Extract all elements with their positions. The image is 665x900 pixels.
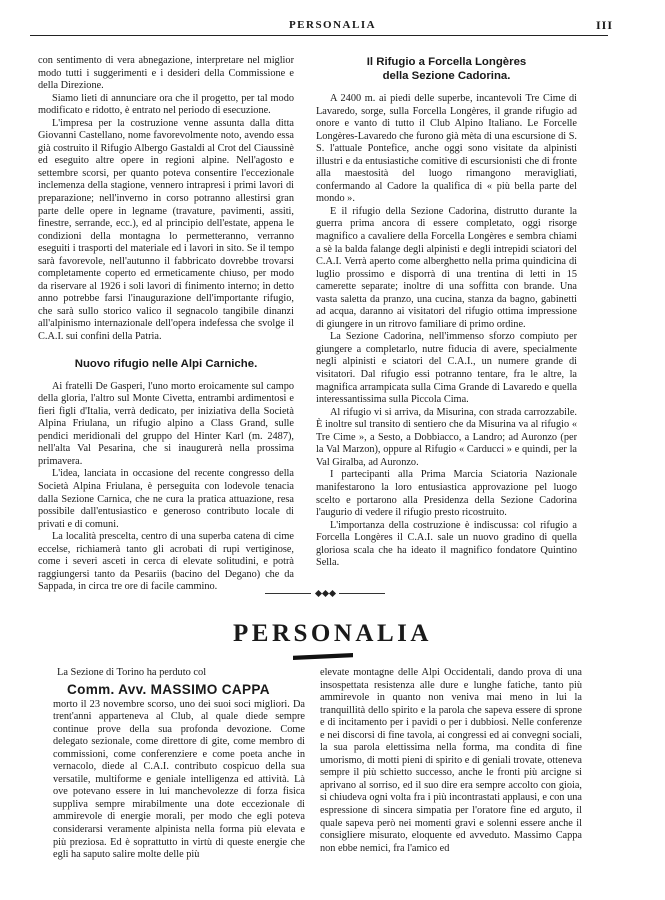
paragraph: A 2400 m. ai piedi delle superbe, incantevoli Tre Cime di Lavaredo, sorge, sulla Forcella Longères, il grande rifugio ad onore e vanto di tutto il Club Alpino Italiano. Le Forcelle Longères-Lavaredo che furono già mèta di una escursione di S. S. l'attuale Pontefice, anche oggi sono visitate da alpinisti illustri e da entusiastiche comitive di escursionisti che di fronte alla maestosità del luogo rimangono meravigliati, confermando al Cadore la qualifica di « più bella parte del mondo ». — [316, 93, 577, 205]
divider-line — [339, 593, 385, 594]
ornament-diamond-icon — [329, 590, 336, 597]
section-title-carniche: Nuovo rifugio nelle Alpi Carniche. — [74, 357, 258, 370]
section-title-line: della Sezione Cadorina. — [382, 70, 511, 82]
paragraph: Ai fratelli De Gasperi, l'uno morto eroicamente sul campo della gloria, l'altro sul Monte Civetta, entrambi ardimentosi e fieri figli d'Italia, verrà dedicato, per iniziativa della Società Alpina Friulana, un rifugio alpino a Class Grand, sulle pendici meridionali del gruppo del Hinter Karl (m. 2487), nell'alta Val Pesarina, che si inaugurerà nella prossima primavera. — [38, 380, 294, 467]
paragraph: elevate montagne delle Alpi Occidentali, dando prova di una insospettata resistenza alle dure e lunghe fatiche, tanto più ammirevole in quanto non veniva mai meno in lui la tranquillità dello spirito e la parola che sapeva essere di sprone e di incitamento per i pavidi o per i dubbiosi. Nelle conferenze e nei discorsi di fine tavola, ai congressi ed ai convegni sociali, la sua parola elettissima nella forma, ma condita di fine umorismo, di motti pieni di spirito e di geniali trovate, otteneva sempre il più schietto successo, anche le fronti più arcigne si aprivano al sorriso, ed il suo dire era sempre accolto con gioia, si chiudeva ogni volta fra i più incontrastati applausi, e con una espressione di sincera simpatia per l'oratore fine ed arguto, il quale sapeva però nei momenti gravi e solenni essere anche il consigliere misurato, eloquente ed avveduto. Massimo Cappa non ebbe nemici, fra l'amico ed — [320, 667, 582, 854]
paragraph: La località prescelta, centro di una superba catena di cime eccelse, richiamerà tanto gli acrobati di rupi vertiginose, come i severi asceti in cerca di elevate solitudini, e potrà raggiungersi tanto da Pesariis (bacino del Degano) che da Sappada, in circa tre ore di facile cammino. — [38, 531, 294, 593]
paragraph: Siamo lieti di annunciare ora che il progetto, per tal modo modificato e ridotto, è entrato nel periodo di esecuzione. — [38, 92, 294, 117]
right-column — [316, 55, 577, 570]
header-rule — [30, 35, 608, 36]
paragraph: I partecipanti alla Prima Marcia Sciatoria Nazionale manifestarono la loro entusiastica approvazione pel luogo scelto e portarono alla Presidenza della Sezione Cadorina l'augurio di vedere il rifugio presto ricostruito. — [316, 469, 577, 519]
deceased-name: Comm. Avv. MASSIMO CAPPA — [67, 681, 270, 697]
title-underline-bar — [283, 653, 363, 660]
paragraph: E il rifugio della Sezione Cadorina, distrutto durante la guerra prima ancora di essere completato, oggi risorge magnifico a cavaliere della Forcella Longères e sembra chiami a sè la balda falange degli alpinisti e degli intrepidi sciatori del C.A.I. Verrà aperto come alberghetto nella prima quindicina di luglio prossimo e disporrà di una trentina di letti in 15 camerette separate; inoltre di una soffitta con brande. Una vasta saletta da pranzo, una cucina, stanza da bagno, gabinetti ad acqua, daranno ai visitatori del rifugio ottima impressione di giungere in un ritrovo familiare di primo ordine. — [316, 205, 577, 330]
paragraph: L'importanza della costruzione è indiscussa: col rifugio a Forcella Longères il C.A.I. sale un nuovo gradino di quella gloriosa scala che ha ideato il magnifico fondatore Quintino Sella. — [316, 519, 577, 569]
section-title-longeres — [316, 55, 577, 83]
section-divider-ornament — [265, 588, 385, 600]
paragraph: con sentimento di vera abnegazione, interpretare nel miglior modo tutti i suggerimenti e i desideri della Commissione e della Direzione. — [38, 55, 294, 92]
section-title-line: Il Rifugio a Forcella Longères — [366, 56, 527, 68]
personalia-title: PERSONALIA — [233, 620, 432, 647]
underline-bar-shape — [293, 653, 353, 660]
personalia-right-column — [320, 667, 582, 855]
personalia-left-column — [53, 667, 305, 862]
paragraph: Al rifugio vi si arriva, da Misurina, con strada carrozzabile. È inoltre sul transito di sentiero che da Misurina va al rifugio « Tre Cime », a Sesto, a Dobbiacco, a Landro; ad Auronzo (per la Val Marzon), oppure al Rifugio « Carducci » e quindi, per la Val Giralba, ad Auronzo. — [316, 406, 577, 468]
page-number: III — [595, 18, 613, 32]
paragraph: L'impresa per la costruzione venne assunta dalla ditta Giovanni Castellano, nome favorevolmente noto, avendo essa già costruito il Rifugio Albergo Gastaldi al Crot del Ciaussinè ed eseguito altre opere in regioni alpine. Nell'agosto e settembre scorsi, per quanto poteva consentire l'eccezionale inclemenza della stagione, vennero intrapresi i primi lavori di preparazione; nell'inverno in corso potranno allestirsi gran parte delle opere in legname (travature, pavimenti, assiti, finestre, serrande, ecc.), ed al principio dell'estate, appena le condizioni della montagna lo permetteranno, verranno eseguiti i trasporti del materiale ed i lavori in sito. Se il tempo sarà favorevole, nell'autunno il fabbricato dovrebbe trovarsi completamente coperto ed ermeticamente chiuso, per modo da riservare al 1926 i soli lavori di finimento interno; in detto anno potrebbe farsi l'inaugurazione dell'importante rifugio, che sarà sullo storico valico il segnacolo tangibile dinanzi all'alpinismo internazionale dell'opera indefessa che svolge il C.A.I. sui confini della Patria. — [38, 117, 294, 343]
paragraph: L'idea, lanciata in occasione del recente congresso della Società Alpina Friulana, è perseguita con lodevole tenacia dalla Sezione Carnica, che ne cura la pratica attuazione, resa possibile dall'entusiastico e generoso contributo locale di privati e di comuni. — [38, 468, 294, 530]
personalia-intro: La Sezione di Torino ha perduto col — [57, 667, 207, 678]
left-column — [38, 55, 294, 594]
paragraph: La Sezione Cadorina, nell'immenso sforzo compiuto per giungere a completarlo, nutre fiducia di avere, specialmente negli alpinisti e sciatori del C.A.I., un numere grande di visitatori. Dal rifugio essi potranno tentare, fra le altre, la magnifica arrampicata sulla Cima Grande di Lavaredo e quella interessantissima sulla Piccola Cima. — [316, 331, 577, 406]
running-title: PERSONALIA — [288, 19, 377, 31]
divider-line — [265, 593, 311, 594]
paragraph: morto il 23 novembre scorso, uno dei suoi soci migliori. Da trent'anni apparteneva al Club, al quale diede sempre continue prove della sua profonda devozione. Come delegato sezionale, come direttore di gite, come membro di commissioni, come conferenziere e come poeta anche in vernacolo, diede al C.A.I. contributo cospicuo della sua versatile, multiforme e geniale intelligenza ed attività. Là ove potevano essere in lui manchevolezze di forza fisica suppliva sempre mirabilmente una dote eccezionale di ammirevole di energie morali, per modo che egli poteva considerarsi veramente alpinista nella forma più elevata e più preziosa. Ed è soprattutto in virtù di queste energie che egli ha saputo salire molte delle più — [53, 698, 305, 861]
running-head — [0, 0, 665, 40]
